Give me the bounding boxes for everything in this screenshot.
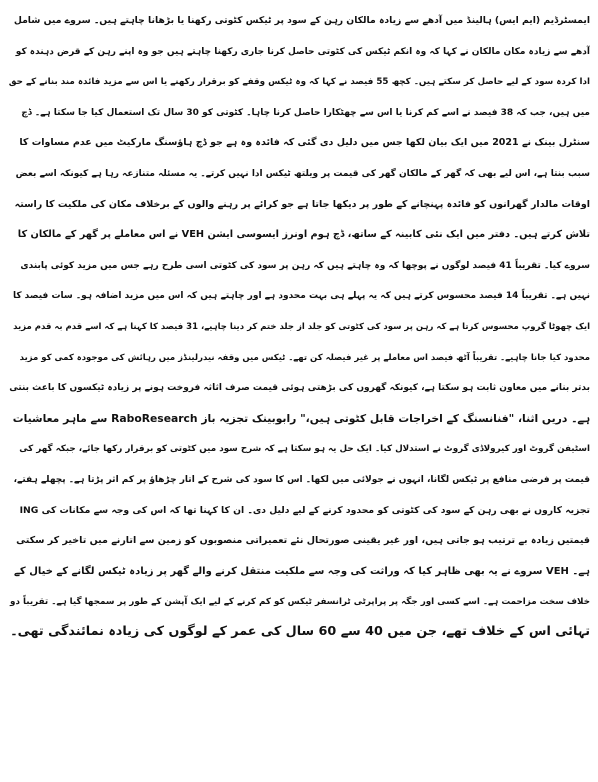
article-line: ایمسٹرڈیم (ایم ایس) ہالینڈ میں آدھے سے زیادہ مالکان رہن کے سود پر ٹیکس کٹوتی رکھنا یا بڑھانا چاہتے ہیں۔ سروے میں شامل	[13, 15, 590, 26]
article-line: ING تجزیہ کاروں نے بھی رہن کے سود کی کٹوتی کو محدود کرنے کے لیے دلیل دی۔ ان کا کہنا تھا کہ اس کی وجہ سے مکانات کی	[19, 504, 590, 516]
article-line: اوقات مالدار گھرانوں کو فائدہ پہنچانے کے طور پر دیکھا جاتا ہے جو کرائے پر رہنے والوں کے برخلاف مکان کی ملکیت کا راستہ	[14, 198, 590, 210]
article-line: نہیں ہے۔ تقریباً 14 فیصد محسوس کرتے ہیں کہ یہ پہلے ہی بہت محدود ہے اور چاہتے ہیں کہ اس میں مزید اضافہ ہو۔ سات فیصد کا	[12, 291, 590, 302]
article-line: بدتر بنانے میں معاون ثابت ہو سکتا ہے، کیونکہ گھروں کی بڑھتی ہوئی قیمت صرف اثاثہ فروخت ہونے پر زیادہ ٹیکسوں کا باعث بنتی	[9, 383, 590, 394]
article-line: ہے۔ VEH سروے نے یہ بھی ظاہر کیا کہ وراثت کی وجہ سے ملکیت منتقل کرنے والے گھر پر زیادہ ٹیکس لگانے کے خیال کے	[14, 565, 590, 577]
article-line: قیمتیں زیادہ بے ترتیب ہو جاتی ہیں، اور غیر یقینی صورتحال نئے تعمیراتی منصوبوں کو زمین سے اتارنے میں تاخیر کر سکتی	[16, 535, 590, 547]
article-line: سنٹرل بینک نے 2021 میں ایک بیان لکھا جس میں دلیل دی گئی کہ فائدہ وہ ہے جو ڈچ ہاؤسنگ مارکیٹ میں عدم مساوات کا	[19, 137, 590, 149]
article-line: آدھے سے زیادہ مکان مالکان نے کہا کہ وہ انکم ٹیکس کی کٹوتی حاصل کرنا جاری رکھنا چاہتے ہیں جو وہ اپنے رہن کے قرض دہندہ کو	[15, 46, 590, 57]
article-line: تلاش کرتے ہیں۔ دفتر میں ایک نئی کابینہ کے ساتھ، ڈچ ہوم اونرز ایسوسی ایشن VEH نے اس معاملے پر گھر کے مالکان کا	[17, 229, 590, 241]
article-line: محدود کیا جانا چاہیے۔ تقریباً آٹھ فیصد اس معاملے پر غیر فیصلہ کن تھے۔ ٹیکس میں وقفہ نیدرلینڈز میں رہائش کی موجودہ کمی کو مزید	[19, 352, 590, 363]
article-line: ایک چھوٹا گروپ محسوس کرتا ہے کہ رہن پر سود کی کٹوتی کو جلد از جلد ختم کر دینا چاہیے، 31 فیصد کا کہنا ہے کہ اسے قدم بہ قدم مزید	[13, 321, 590, 332]
article-line: خلاف سخت مزاحمت ہے۔ اسے کسی اور جگہ پر پراپرٹی ٹرانسفر ٹیکس کو کم کرنے کے لیے ایک آپشن کے طور پر سمجھا گیا ہے۔ تقریباً دو	[10, 597, 590, 608]
article-line: ہے۔ دریں اثنا، "فنانسنگ کے اخراجات قابل کٹوتی ہیں،" رابوبینک تجزیہ باز RaboResearch سے ماہر معاشیات	[12, 411, 590, 425]
article-line: سروے کیا۔ تقریباً 41 فیصد لوگوں نے پوچھا کہ وہ چاہتے ہیں کہ رہن پر سود کی کٹوتی اسی طرح رہے جس میں مزید کوئی پابندی	[20, 260, 590, 271]
article-line: ادا کردہ سود کے لیے حاصل کر سکتے ہیں۔ کچھ 55 فیصد نے کہا کہ وہ ٹیکس وقفے کو برقرار رکھنے یا اس سے مزید فائدہ مند بنانے کے حق	[8, 77, 590, 88]
article-line: سبب بنتا ہے، اس لیے بھی کہ گھر کے مالکان گھر کی قیمت پر ویلتھ ٹیکس ادا نہیں کرتے۔ یہ مسئلہ متنازعہ رہا ہے کیونکہ اسے بعض	[15, 168, 590, 179]
article-line: میں ہیں، جب کہ 38 فیصد نے اسے کم کرنا یا اس سے چھٹکارا حاصل کرنا چاہا۔ کٹوتی کو 30 سال تک استعمال کیا جا سکتا ہے۔ ڈچ	[21, 107, 590, 118]
article-line: اسٹیفن گروٹ اور کیرولاڈی گروٹ نے استدلال کیا۔ ایک حل یہ ہو سکتا ہے کہ شرح سود میں کٹوتی کو برقرار رکھا جائے، جبکہ گھر کی	[19, 444, 590, 455]
article-line: تہائی اس کے خلاف تھے، جن میں 40 سے 60 سال کی عمر کے لوگوں کی زیادہ نمائندگی تھی۔	[10, 623, 590, 639]
article-line: قیمت پر فرضی منافع پر ٹیکس لگانا، انہوں نے جولائی میں لکھا۔ اس کا سود کی شرح کے اتار چڑھاؤ پر کم اثر پڑتا ہے۔ پچھلے ہفتے،	[13, 474, 590, 485]
